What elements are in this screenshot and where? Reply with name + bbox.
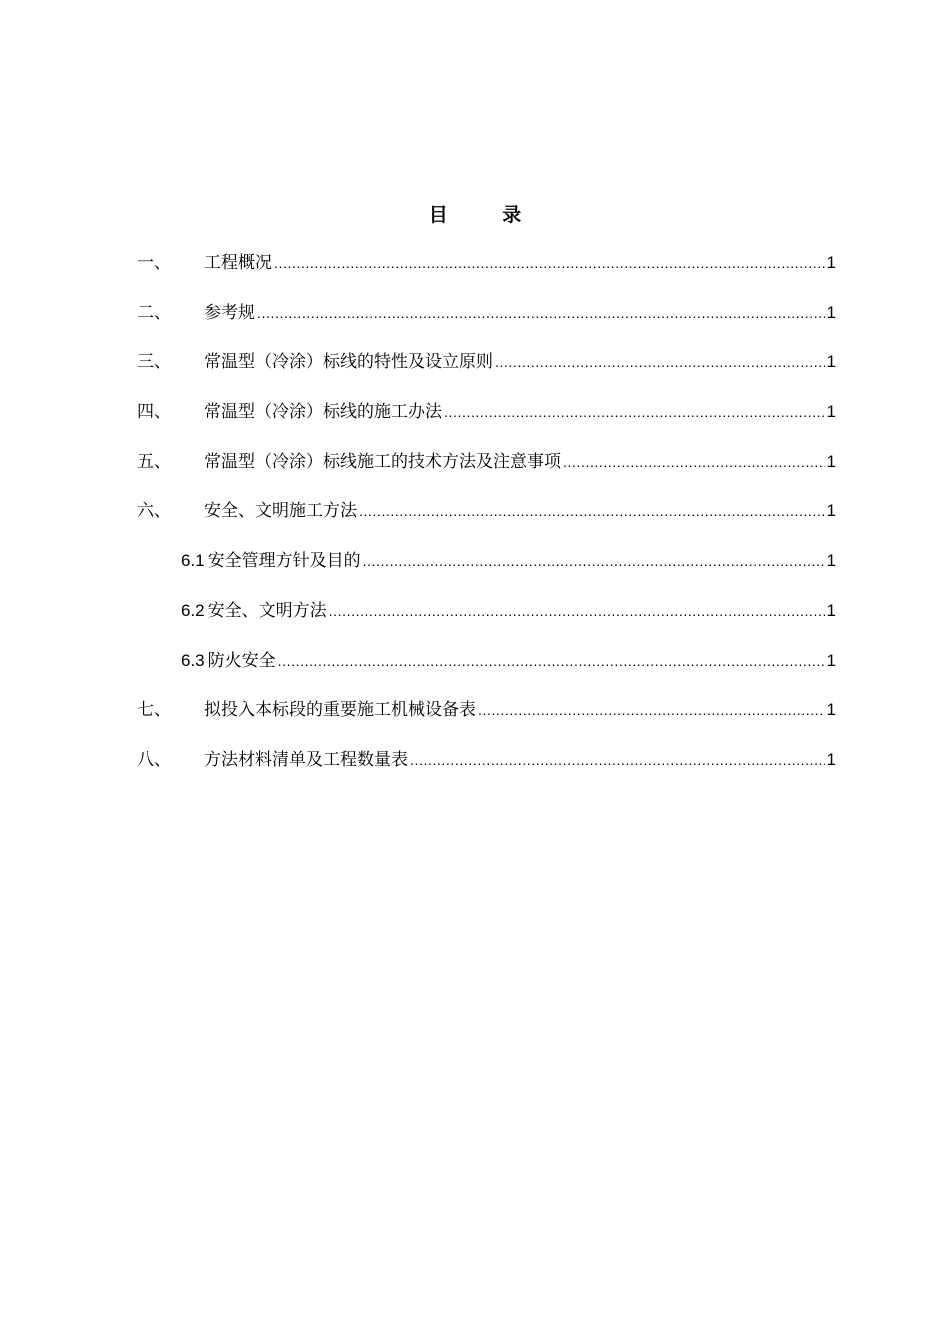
toc-entry-page: 1 <box>826 302 836 322</box>
toc-entry-page: 1 <box>826 402 836 422</box>
toc-entry-page: 1 <box>826 501 836 521</box>
dot-leader <box>363 544 825 578</box>
toc-entry-text: 工程概况 <box>204 253 272 273</box>
toc-entry-number: 四、 <box>137 402 171 423</box>
dot-leader <box>563 445 825 479</box>
dot-leader <box>410 743 825 777</box>
toc-entry-page: 1 <box>826 352 836 372</box>
dot-leader <box>278 644 825 678</box>
toc-entry-page: 1 <box>826 600 836 620</box>
toc-entry-6-2[interactable] <box>137 594 836 644</box>
toc-entry-text: 参考规 <box>204 302 255 323</box>
toc-entry-page: 1 <box>826 253 836 272</box>
toc-entry-page: 1 <box>826 749 836 769</box>
toc-entry-8[interactable] <box>137 743 836 793</box>
toc-entry-text: 常温型（冷涂）标线的特性及设立原则 <box>204 352 493 373</box>
dot-leader <box>274 246 825 280</box>
toc-entry-text: 安全、文明施工方法 <box>204 501 357 522</box>
toc-entry-5[interactable] <box>137 445 836 495</box>
toc-entry-text: 常温型（冷涂）标线的施工办法 <box>204 402 442 423</box>
toc-entry-text: 防火安全 <box>207 650 276 671</box>
toc-entry-number: 五、 <box>137 451 171 472</box>
toc-entry-text: 方法材料清单及工程数量表 <box>204 749 408 770</box>
toc-entry-text: 安全、文明方法 <box>207 600 327 621</box>
toc-entry-6-3[interactable] <box>137 644 836 694</box>
toc-entry-number: 6.2 <box>181 600 205 620</box>
toc-entry-page: 1 <box>826 700 836 720</box>
toc-entry-number: 八、 <box>137 749 171 770</box>
dot-leader <box>329 594 825 628</box>
dot-leader <box>478 693 825 727</box>
toc-entry-text: 拟投入本标段的重要施工机械设备表 <box>204 700 476 721</box>
toc-entry-page: 1 <box>826 650 836 670</box>
toc-entry-page: 1 <box>826 451 836 471</box>
dot-leader <box>444 395 825 429</box>
toc-entry-number: 6.1 <box>181 551 205 571</box>
toc-entry-4[interactable] <box>137 395 836 445</box>
toc-list <box>137 246 836 793</box>
toc-entry-number: 6.3 <box>181 650 205 670</box>
toc-entry-text: 安全管理方针及目的 <box>207 551 361 572</box>
toc-entry-number: 七、 <box>137 700 171 721</box>
toc-entry-6[interactable] <box>137 494 836 544</box>
toc-entry-text: 常温型（冷涂）标线施工的技术方法及注意事项 <box>204 451 561 472</box>
toc-entry-number: 二、 <box>137 302 171 323</box>
toc-title: 目 录 <box>428 204 546 226</box>
toc-entry-7[interactable] <box>137 693 836 743</box>
toc-entry-2[interactable] <box>137 296 836 346</box>
dot-leader <box>257 296 825 330</box>
toc-entry-number: 三、 <box>137 352 171 373</box>
toc-entry-1[interactable] <box>137 246 836 296</box>
toc-entry-6-1[interactable] <box>137 544 836 594</box>
toc-entry-number: 一、 <box>137 253 171 273</box>
toc-entry-3[interactable] <box>137 345 836 395</box>
dot-leader <box>495 345 825 379</box>
dot-leader <box>359 494 825 528</box>
toc-entry-page: 1 <box>826 551 836 571</box>
toc-entry-number: 六、 <box>137 501 171 522</box>
